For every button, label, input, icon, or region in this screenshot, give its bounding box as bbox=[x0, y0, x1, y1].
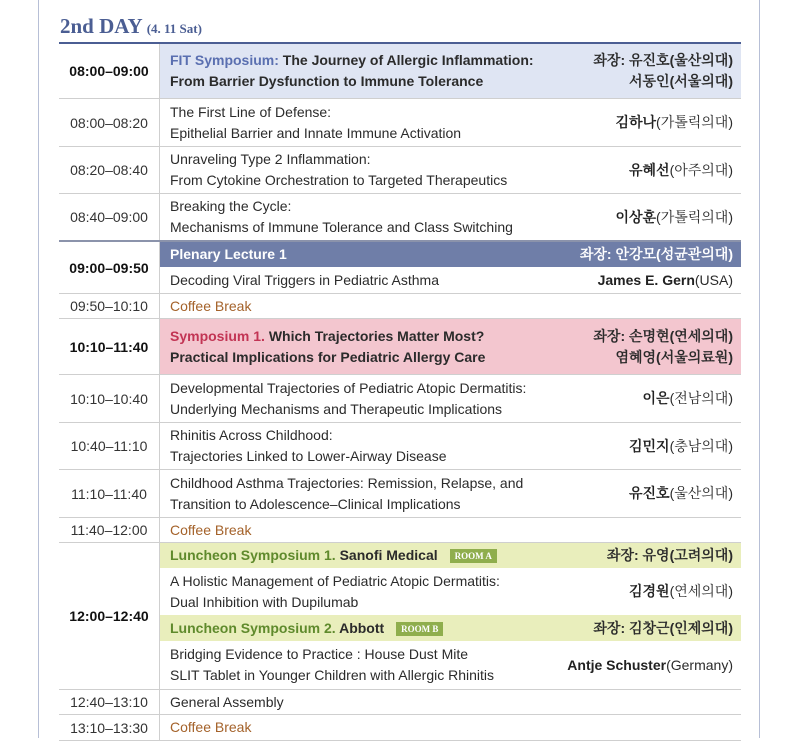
time-cell: 08:00–09:00 bbox=[59, 44, 160, 98]
speaker-affiliation: (USA) bbox=[694, 271, 733, 288]
general-assembly-row bbox=[59, 690, 741, 715]
speaker-name: 김경원 bbox=[629, 583, 670, 599]
chair-line2: 염혜영(서울의료원) bbox=[615, 348, 733, 365]
speaker-name: 이상훈 bbox=[615, 208, 657, 225]
time-cell: 12:00–12:40 bbox=[59, 543, 160, 689]
speaker-affiliation: (아주의대) bbox=[669, 161, 733, 178]
coffee-break-row bbox=[59, 518, 741, 543]
speaker-name: James E. Gern bbox=[597, 271, 695, 288]
talk-title-line1: Developmental Trajectories of Pediatric Atopic Dermatitis: bbox=[170, 379, 527, 396]
coffee-break-label: Coffee Break bbox=[170, 521, 252, 538]
talk-row bbox=[59, 423, 741, 470]
talk-title-line1: Rhinitis Across Childhood: bbox=[170, 427, 333, 443]
plenary-row bbox=[59, 242, 741, 294]
talk-title-line2: From Cytokine Orchestration to Targeted Therapeutics bbox=[170, 172, 508, 188]
talk-title-line2: Trajectories Linked to Lower-Airway Disease bbox=[170, 448, 447, 464]
assembly-label: General Assembly bbox=[170, 693, 284, 710]
session-title-line2: Practical Implications for Pediatric Allergy Care bbox=[170, 348, 486, 365]
talk-title-line1: Unraveling Type 2 Inflammation: bbox=[170, 151, 371, 167]
speaker-affiliation: (Germany) bbox=[666, 656, 733, 673]
session-label: Luncheon Symposium 1. bbox=[170, 547, 336, 563]
talk-title-line2: Transition to Adolescence–Clinical Implications bbox=[170, 495, 461, 512]
session-label: Plenary Lecture 1 bbox=[170, 246, 287, 262]
coffee-break-row bbox=[59, 294, 741, 319]
talk-title-line1: Breaking the Cycle: bbox=[170, 198, 292, 214]
talk-row bbox=[59, 194, 741, 242]
speaker-name: 김민지 bbox=[629, 437, 670, 454]
talk-title-line1: Childhood Asthma Trajectories: Remission, Relapse, and bbox=[170, 474, 524, 491]
talk-row bbox=[59, 375, 741, 423]
time-cell: 10:10–10:40 bbox=[59, 375, 160, 422]
luncheon-row bbox=[59, 543, 741, 690]
sponsor-name: Abbott bbox=[339, 619, 385, 636]
time-cell: 09:00–09:50 bbox=[59, 242, 160, 293]
speaker-affiliation: (가톨릭의대) bbox=[656, 208, 733, 225]
chair-line1: 좌장: 유진호(울산의대) bbox=[593, 52, 733, 68]
speaker-name: 이은 bbox=[642, 390, 670, 406]
session-label: FIT Symposium: bbox=[170, 52, 279, 68]
speaker-affiliation: (충남의대) bbox=[669, 437, 733, 454]
session-label: Symposium 1. bbox=[170, 327, 265, 344]
chair-line1: 좌장: 김창근(인제의대) bbox=[593, 619, 733, 636]
session-title-line1: Which Trajectories Matter Most? bbox=[268, 327, 485, 344]
speaker-name: 유진호 bbox=[629, 485, 670, 501]
sponsor-name: Sanofi Medical bbox=[339, 547, 438, 563]
time-cell: 08:00–08:20 bbox=[59, 99, 160, 146]
time-cell: 09:50–10:10 bbox=[59, 294, 160, 318]
day-date: (4. 11 Sat) bbox=[146, 21, 202, 36]
coffee-break-row bbox=[59, 715, 741, 741]
talk-title-line1: Bridging Evidence to Practice : House Dust Mite bbox=[170, 646, 469, 662]
speaker-affiliation: (가톨릭의대) bbox=[656, 114, 733, 130]
time-cell: 13:10–13:30 bbox=[59, 715, 160, 740]
time-cell: 08:40–09:00 bbox=[59, 194, 160, 240]
chair-line1: 좌장: 손명현(연세의대) bbox=[593, 327, 733, 344]
day-title: 2nd DAY bbox=[60, 14, 143, 38]
coffee-break-label: Coffee Break bbox=[170, 719, 252, 735]
coffee-break-label: Coffee Break bbox=[170, 297, 252, 314]
talk-title-line2: Underlying Mechanisms and Therapeutic Implications bbox=[170, 400, 503, 417]
talk-title-line2: Dual Inhibition with Dupilumab bbox=[170, 593, 359, 610]
speaker-name: Antje Schuster bbox=[567, 656, 667, 673]
session-label: Luncheon Symposium 2. bbox=[170, 619, 336, 636]
talk-row bbox=[59, 99, 741, 147]
talk-title-line2: SLIT Tablet in Younger Children with Allergic Rhinitis bbox=[170, 667, 495, 683]
chair-line1: 좌장: 유영(고려의대) bbox=[606, 547, 733, 563]
speaker-affiliation: (울산의대) bbox=[669, 485, 733, 501]
speaker-affiliation: (전남의대) bbox=[669, 390, 733, 406]
speaker-name: 유혜선 bbox=[629, 161, 670, 178]
talk-title-line1: The First Line of Defense: bbox=[170, 103, 332, 120]
time-cell: 10:10–11:40 bbox=[59, 319, 160, 374]
room-badge: ROOM A bbox=[450, 549, 497, 563]
session-title-line1: The Journey of Allergic Inflammation: bbox=[282, 52, 534, 68]
time-cell: 10:40–11:10 bbox=[59, 423, 160, 469]
speaker-affiliation: (연세의대) bbox=[669, 583, 733, 599]
talk-title-line1: A Holistic Management of Pediatric Atopic Dermatitis: bbox=[170, 572, 500, 589]
schedule-table bbox=[59, 42, 741, 741]
chair-line2: 서동인(서울의대) bbox=[629, 73, 733, 89]
talk-row bbox=[59, 147, 741, 194]
chair-line1: 좌장: 안강모(성균관의대) bbox=[579, 246, 733, 262]
talk-row bbox=[59, 470, 741, 518]
time-cell: 12:40–13:10 bbox=[59, 690, 160, 714]
symposium-row bbox=[59, 319, 741, 375]
time-cell: 08:20–08:40 bbox=[59, 147, 160, 193]
talk-title-line2: Epithelial Barrier and Innate Immune Activation bbox=[170, 124, 462, 141]
fit-symposium-row bbox=[59, 44, 741, 99]
session-title-line2: From Barrier Dysfunction to Immune Tolerance bbox=[170, 73, 484, 89]
talk-title-line2: Mechanisms of Immune Tolerance and Class Switching bbox=[170, 219, 513, 235]
speaker-name: 김하나 bbox=[615, 114, 657, 130]
day-heading bbox=[60, 14, 202, 39]
room-badge: ROOM B bbox=[396, 622, 443, 636]
time-cell: 11:40–12:00 bbox=[59, 518, 160, 542]
talk-title-line1: Decoding Viral Triggers in Pediatric Asthma bbox=[170, 271, 439, 288]
time-cell: 11:10–11:40 bbox=[59, 470, 160, 517]
